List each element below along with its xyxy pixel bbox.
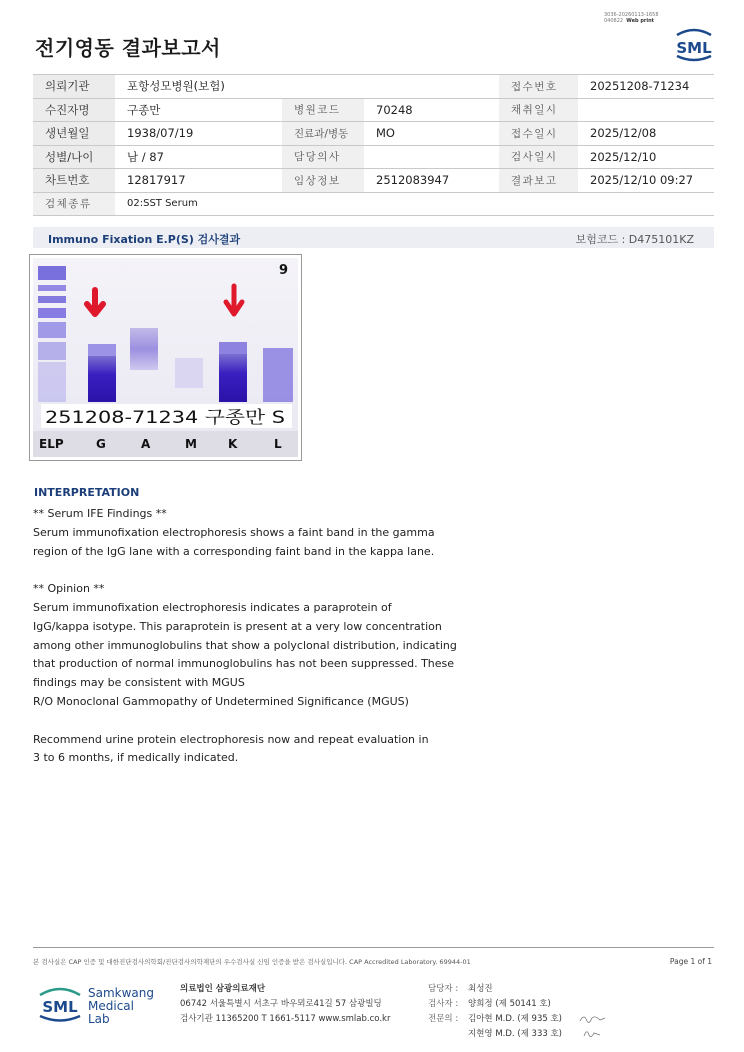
info-row [33, 169, 714, 193]
staff-key: 전문의 : [428, 1014, 459, 1024]
staff-key: 담당자 : [428, 984, 459, 994]
value-patient-name: 구종만 [115, 98, 282, 122]
value-collection-date [578, 98, 714, 122]
interp-line: 3 to 6 months, if medically indicated. [33, 751, 239, 765]
gel-sample-label: 251208-71234 구종만 S [45, 408, 241, 428]
page-title: 전기영동 결과보고서 [35, 36, 221, 60]
value-hospital-code: 70248 [364, 98, 499, 122]
info-row [33, 145, 714, 169]
label-test-date: 검사일시 [499, 145, 578, 169]
label-doctor: 담당의사 [282, 145, 364, 169]
interpretation-heading: INTERPRETATION [34, 486, 140, 499]
interp-line: ** Opinion ** [33, 582, 105, 596]
value-birth-date: 1938/07/19 [115, 122, 282, 146]
interp-line: IgG/kappa isotype. This paraprotein is present at a very low concentration [33, 619, 442, 633]
value-requester: 포항성모병원(보험) [115, 75, 282, 99]
patient-info-table [33, 74, 714, 216]
lane-label-a: A [141, 437, 151, 451]
label-birth-date: 생년월일 [33, 122, 115, 146]
interp-line [33, 712, 493, 731]
label-patient-name: 수진자명 [33, 98, 115, 122]
staff-key [428, 1027, 468, 1042]
interp-line: among other immunoglobulins that show a polyclonal distribution, indicating [33, 638, 457, 652]
value-sex-age: 남 / 87 [115, 145, 282, 169]
label-clinical-info: 임상정보 [282, 169, 364, 193]
print-label: Web print [626, 18, 655, 24]
value-chart-no: 12817917 [115, 169, 282, 193]
staff-value: 양희정 (제 50141 호) [468, 999, 551, 1009]
signature-image [578, 1012, 608, 1042]
info-row [33, 122, 714, 146]
label-hospital-code: 병원코드 [282, 98, 364, 122]
staff-info [428, 982, 562, 1042]
lane-label-k: K [228, 437, 238, 451]
interp-line: Serum immunofixation electrophoresis shows a faint band in the gamma [33, 525, 435, 539]
info-row [33, 98, 714, 122]
interpretation-text [33, 505, 493, 768]
interp-line: that production of normal immunoglobulins has not been suppressed. These [33, 657, 455, 671]
value-test-date: 2025/12/10 [578, 145, 714, 169]
lane-label-elp: ELP [39, 437, 64, 451]
staff-value: 지현영 M.D. (제 333 호) [468, 1029, 563, 1039]
label-result-report: 결과보고 [499, 169, 578, 193]
organization-info [180, 982, 390, 1027]
org-name: 의료법인 삼광의료재단 [180, 984, 266, 994]
value-specimen-type: 02:SST Serum [115, 192, 714, 216]
samkwang-logo-mark-text: SML [42, 998, 78, 1016]
print-code-2: 040822 [604, 18, 624, 24]
insurance-code: 보험코드 : D475101KZ [575, 233, 694, 246]
interp-line: region of the IgG lane with a corresponding faint band in the kappa lane. [33, 544, 435, 558]
sml-logo-text: SML [676, 39, 712, 57]
staff-key: 검사자 : [428, 999, 459, 1009]
label-specimen-type: 검체종류 [33, 192, 115, 216]
samkwang-logo [36, 983, 156, 1026]
org-contact: 검사기관 11365200 T 1661-5117 www.smlab.co.kr [180, 1014, 391, 1024]
lane-label-g: G [96, 437, 106, 451]
staff-value: 최성진 [468, 984, 493, 994]
interp-line: findings may be consistent with MGUS [33, 676, 245, 690]
footer-divider [33, 947, 714, 948]
logo-word-1: Samkwang [88, 986, 154, 1000]
gel-picture [33, 258, 298, 457]
info-row [33, 75, 714, 99]
value-receipt-no: 20251208-71234 [578, 75, 714, 99]
info-row [33, 192, 714, 216]
gel-number: 9 [279, 263, 289, 278]
label-receipt-no: 접수번호 [499, 75, 578, 99]
sml-logo [671, 24, 717, 64]
interp-line: Recommend urine protein electrophoresis now and repeat evaluation in [33, 732, 429, 746]
label-department: 진료과/병동 [282, 122, 364, 146]
value-receipt-date: 2025/12/08 [578, 122, 714, 146]
value-doctor [364, 145, 499, 169]
staff-value: 김아현 M.D. (제 935 호) [468, 1014, 563, 1024]
label-requester: 의뢰기관 [33, 75, 115, 99]
accreditation-note: 본 검사실은 CAP 인증 및 대한진단검사의학회/진단검사의학재단의 우수검사실 신임 인증을 받은 검사실입니다. CAP Accredited Laboratory. 69944-01 [33, 958, 471, 966]
label-collection-date: 채취일시 [499, 98, 578, 122]
result-section-header [33, 227, 714, 248]
value-department: MO [364, 122, 499, 146]
print-meta [604, 12, 659, 24]
logo-word-2: Medical Lab [88, 999, 134, 1026]
org-address: 06742 서울특별시 서초구 바우뫼로41길 57 삼광빌딩 [180, 999, 382, 1009]
label-chart-no: 차트번호 [33, 169, 115, 193]
ife-gel-image [29, 254, 302, 461]
section-title: Immuno Fixation E.P(S) 검사결과 [48, 233, 241, 246]
lane-label-m: M [185, 437, 197, 451]
samkwang-logo-mark [36, 983, 84, 1023]
lane-label-l: L [274, 437, 282, 451]
label-receipt-date: 접수일시 [499, 122, 578, 146]
value-result-report: 2025/12/10 09:27 [578, 169, 714, 193]
interp-line [33, 561, 493, 580]
interp-line: ** Serum IFE Findings ** [33, 507, 167, 520]
print-code-1: 3036-20260113-1658 [604, 12, 659, 18]
label-sex-age: 성별/나이 [33, 145, 115, 169]
page-number: Page 1 of 1 [669, 957, 712, 966]
interp-line: Serum immunofixation electrophoresis indicates a paraprotein of [33, 600, 392, 614]
interp-line: R/O Monoclonal Gammopathy of Undetermined Significance (MGUS) [33, 694, 409, 708]
value-clinical-info: 2512083947 [364, 169, 499, 193]
